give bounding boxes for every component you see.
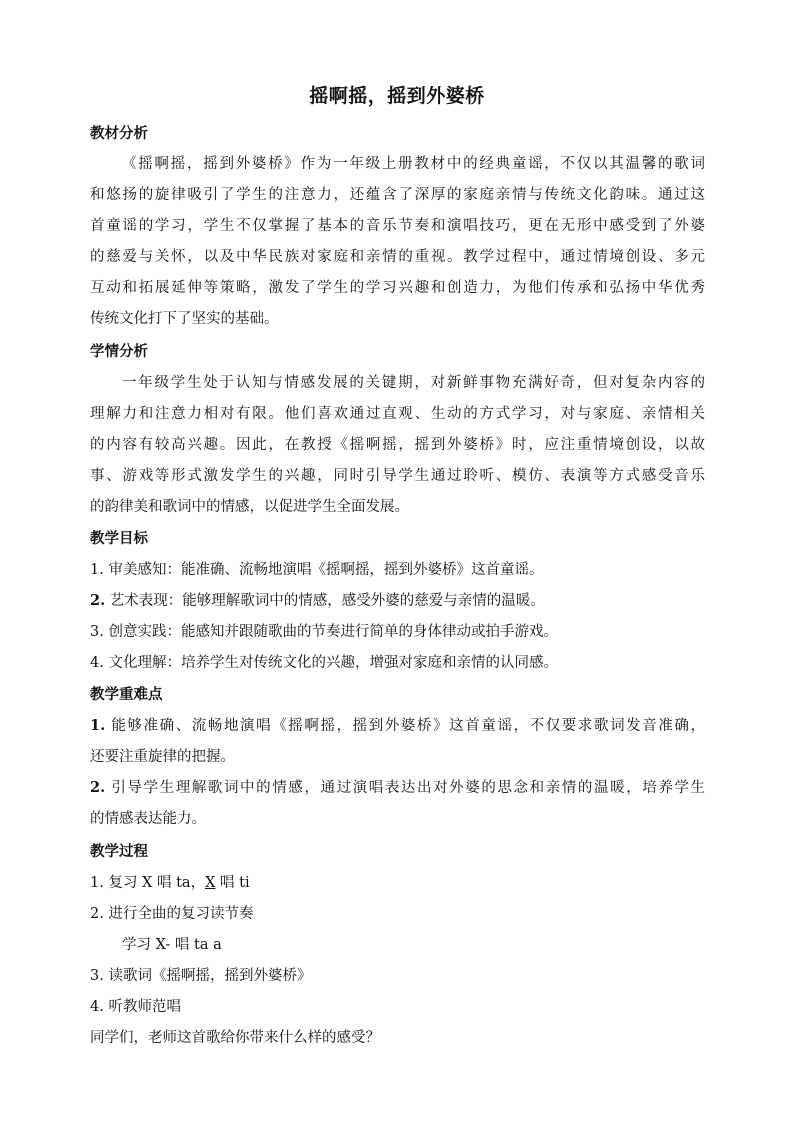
paragraph-line: 一年级学生处于认知与情感发展的关键期，对新鲜事物充满好奇，但对复杂内容的 (122, 375, 705, 391)
section-heading-process: 教学过程 (90, 844, 148, 860)
paragraph-line: 互动和拓展延伸等策略，激发了学生的学习兴趣和创造力，为他们传承和弘扬中华优秀 (90, 280, 705, 296)
paragraph-line: 事、游戏等形式激发学生的兴趣，同时引导学生通过聆听、模仿、表演等方式感受音乐 (90, 468, 705, 484)
process-step-number: 1. (90, 875, 104, 891)
keypoint-continuation: 还要注重旋律的把握。 (90, 749, 235, 765)
paragraph-line: 《摇啊摇，摇到外婆桥》作为一年级上册教材中的经典童谣，不仅以其温馨的歌词 (122, 156, 705, 172)
keypoint-item (90, 716, 705, 736)
section-heading-goals: 教学目标 (90, 531, 148, 547)
paragraph-line: 传统文化打下了坚实的基础。 (90, 311, 279, 327)
keypoint-item (90, 778, 705, 798)
process-step: 2. 进行全曲的复习读节奏 (90, 906, 254, 922)
underlined-note: X (205, 875, 216, 891)
goal-text: 艺术表现：能够理解歌词中的情感，感受外婆的慈爱与亲情的温暖。 (109, 593, 545, 609)
goal-number: 4. (90, 655, 104, 671)
goal-text: 审美感知：能准确、流畅地演唱《摇啊摇，摇到外婆桥》这首童谣。 (108, 562, 544, 578)
goal-number: 1. (90, 562, 104, 578)
process-step (90, 873, 705, 893)
process-step: 4. 听教师范唱 (90, 999, 181, 1015)
process-step-text: 唱 ti (215, 875, 250, 891)
paragraph-line: 的韵律美和歌词中的情感，以促进学生全面发展。 (90, 499, 409, 515)
goal-item (90, 622, 705, 642)
goal-text: 文化理解：培养学生对传统文化的兴趣，增强对家庭和亲情的认同感。 (108, 655, 558, 671)
goal-item (90, 591, 705, 611)
section-heading-material: 教材分析 (90, 126, 148, 142)
keypoint-number: 1. (90, 717, 106, 734)
goal-item (90, 653, 705, 673)
paragraph-line: 的慈爱与关怀，以及中华民族对家庭和亲情的重视。教学过程中，通过情境创设、多元 (90, 249, 705, 265)
keypoint-text: 引导学生理解歌词中的情感，通过演唱表达出对外婆的思念和亲情的温暖，培养学生 (111, 780, 706, 796)
process-step: 3. 读歌词《摇啊摇，摇到外婆桥》 (90, 968, 312, 984)
goal-number: 3. (90, 624, 104, 640)
document-title: 摇啊摇，摇到外婆桥 (309, 85, 485, 107)
goal-number: 2. (90, 592, 106, 609)
keypoint-continuation: 的情感表达能力。 (90, 811, 206, 827)
goal-item (90, 560, 705, 580)
section-heading-students: 学情分析 (90, 344, 148, 360)
paragraph-line: 理解力和注意力相对有限。他们喜欢通过直观、生动的方式学习，对与家庭、亲情相关 (90, 406, 705, 422)
goal-text: 创意实践：能感知并跟随歌曲的节奏进行简单的身体律动或拍手游戏。 (108, 624, 558, 640)
keypoint-text: 能够准确、流畅地演唱《摇啊摇，摇到外婆桥》这首童谣，不仅要求歌词发音准确， (111, 718, 706, 734)
process-step-text: 复习 X 唱 ta， (108, 875, 206, 891)
paragraph-line: 的内容有较高兴趣。因此，在教授《摇啊摇，摇到外婆桥》时，应注重情境创设，以故 (90, 437, 705, 453)
process-question: 同学们，老师这首歌给你带来什么样的感受？ (90, 1030, 380, 1046)
process-substep: 学习 X- 唱 ta a (122, 937, 222, 953)
paragraph-line: 首童谣的学习，学生不仅掌握了基本的音乐节奏和演唱技巧，更在无形中感受到了外婆 (90, 218, 705, 234)
keypoint-number: 2. (90, 779, 106, 796)
section-heading-keypoints: 教学重难点 (90, 687, 163, 703)
paragraph-line: 和悠扬的旋律吸引了学生的注意力，还蕴含了深厚的家庭亲情与传统文化韵味。通过这 (90, 187, 705, 203)
